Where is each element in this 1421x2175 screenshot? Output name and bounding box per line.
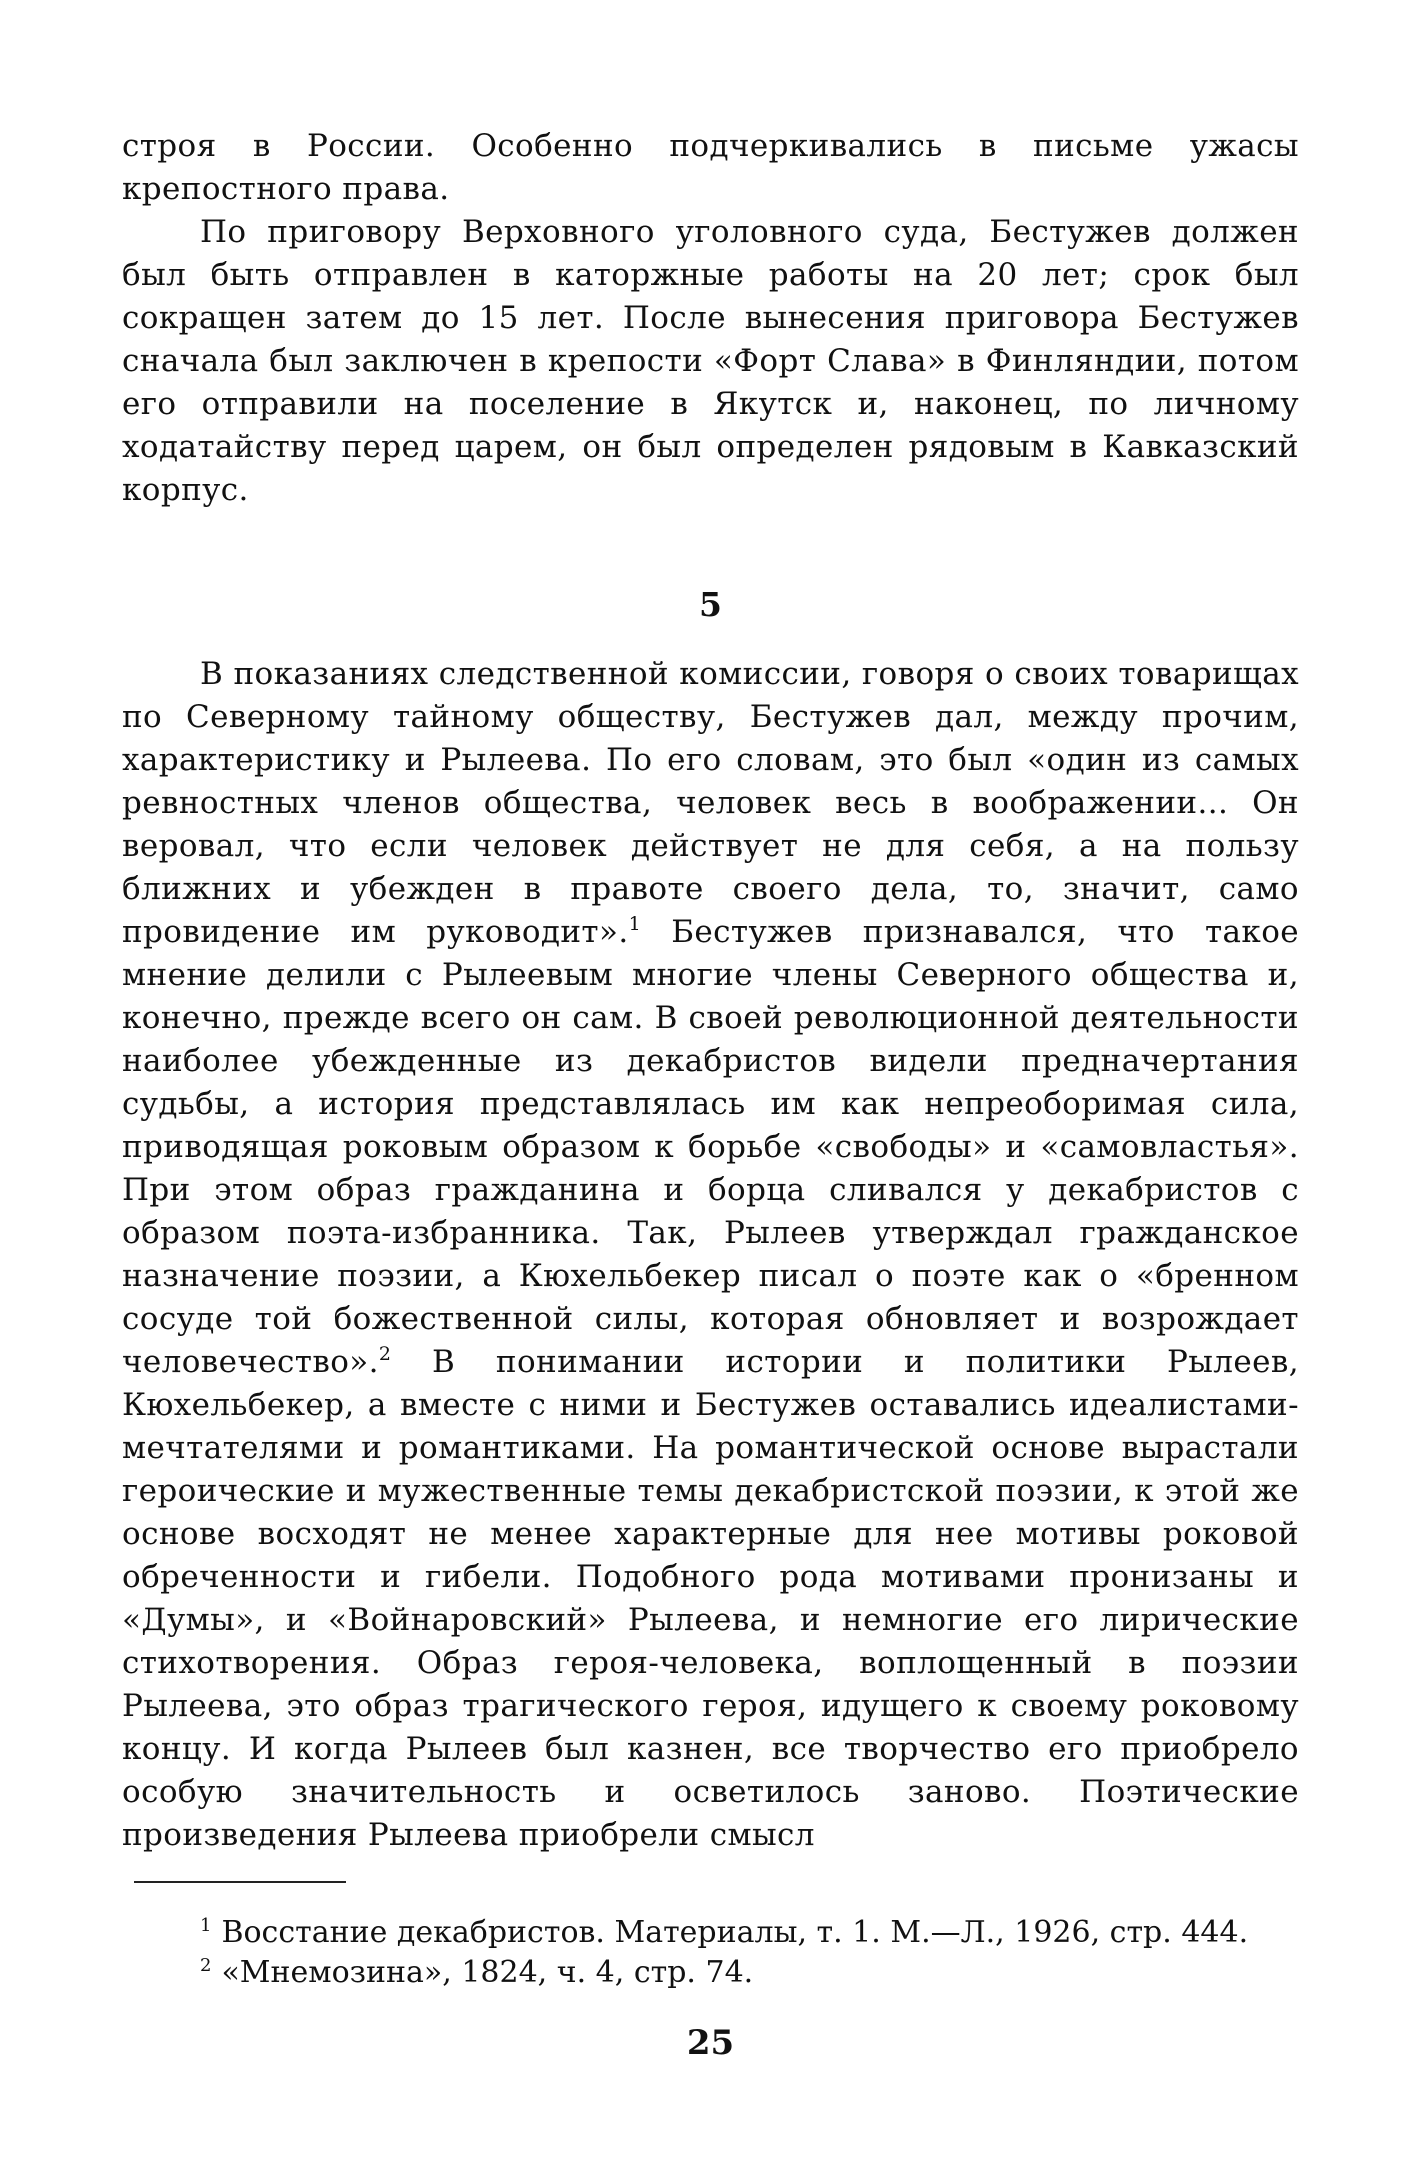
- paragraph-sentence: По приговору Верховного уголовного суда, Бестужев должен был быть отправлен в каторжные работы на 20 лет; срок был сокращен затем до 15 лет. После вынесения приговора Бестужев сначала был заключен в крепости «Форт Слава» в Финляндии, потом его отправили на поселение в Якутск и, наконец, по личному ходатайству перед царем, он был определен рядовым в Кавказский корпус.: [122, 214, 1299, 508]
- paragraph-text-part: В показаниях следственной комиссии, говоря о своих товарищах по Северному тайному обществу, Бестужев дал, между прочим, характеристику и Рылеева. По его словам, это был «один из самых ревностных членов общества, человек весь в воображении... Он веровал, что если человек действует не для себя, а на пользу ближних и убежден в правоте своего дела, то, значит, само провидение им руководит».: [122, 656, 1299, 950]
- footnote-divider: [134, 1881, 346, 1883]
- section-number: 5: [699, 585, 722, 624]
- footnote-ref-1[interactable]: 1: [628, 913, 642, 935]
- paragraph-text-part: Бестужев признавался, что такое мнение делили с Рылеевым многие члены Северного общества и, конечно, прежде всего он сам. В своей революционной деятельности наиболее убежденные из декабристов видели предначертания судьбы, а история представлялась им как непреоборимая сила, приводящая роковым образом к борьбе «свободы» и «самовластья». При этом образ гражданина и борца сливался у декабристов с образом поэта-избранника. Так, Рылеев утверждал гражданское назначение поэзии, а Кюхельбекер писал о поэте как о «бренном сосуде той божественной силы, которая обновляет и возрождает человечество».: [122, 914, 1300, 1380]
- footnote-text: Восстание декабристов. Материалы, т. 1. М.—Л., 1926, стр. 444.: [221, 1915, 1249, 1950]
- footnote-mark: 1: [200, 1915, 212, 1936]
- footnote-2: [200, 1954, 1320, 1992]
- page-number: 25: [686, 2023, 735, 2063]
- footnote-text: «Мнемозина», 1824, ч. 4, стр. 74.: [221, 1955, 754, 1990]
- footnote-mark: 2: [200, 1955, 212, 1976]
- footnote-ref-2[interactable]: 2: [378, 1343, 392, 1365]
- paragraph-testimony: [122, 653, 1299, 1857]
- paragraph-text-part: В понимании истории и политики Рылеев, Кюхельбекер, а вместе с ними и Бестужев оставались идеалистами-мечтателями и романтиками. На романтической основе вырастали героические и мужественные темы декабристской поэзии, к этой же основе восходят не менее характерные для нее мотивы роковой обреченности и гибели. Подобного рода мотивами пронизаны и «Думы», и «Войнаровский» Рылеева, и немногие его лирические стихотворения. Образ героя-человека, воплощенный в поэзии Рылеева, это образ трагического героя, идущего к своему роковому концу. И когда Рылеев был казнен, все творчество его приобрело особую значительность и осветилось заново. Поэтические произведения Рылеева приобрели смысл: [122, 1344, 1299, 1853]
- paragraph-continuation: строя в России. Особенно подчеркивались в письме ужасы крепостного права.: [122, 128, 1299, 207]
- footnote-1: [200, 1914, 1320, 1952]
